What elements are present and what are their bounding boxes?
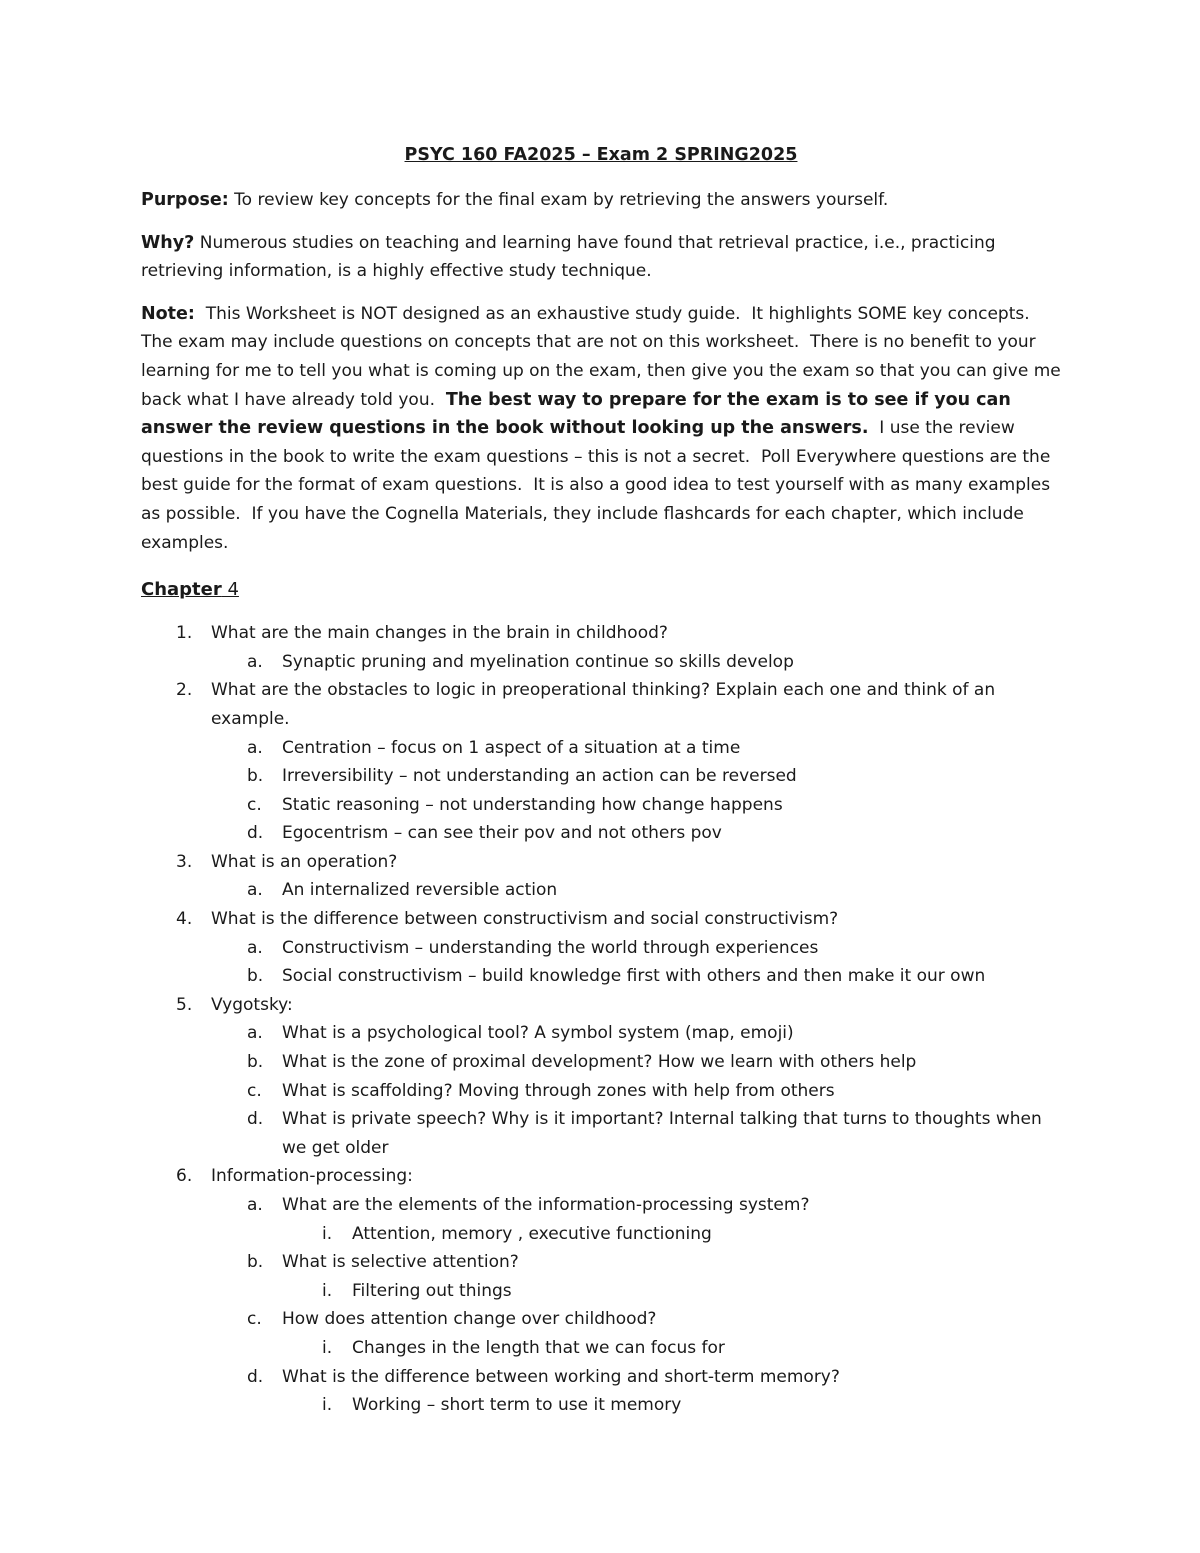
question-item	[141, 619, 1061, 676]
document-page	[141, 140, 1067, 1420]
answer-text: Centration – focus on 1 aspect of a situation at a time	[282, 737, 741, 758]
answer-text: Synaptic pruning and myelination continue so skills develop	[282, 651, 794, 672]
answer-letter: a.	[247, 1023, 263, 1044]
answer-item	[141, 819, 1061, 848]
answer-item	[141, 1019, 1061, 1048]
sub-question-item	[141, 1191, 1061, 1248]
chapter-word: Chapter	[141, 579, 222, 601]
answer-letter: c.	[247, 1080, 262, 1101]
answer-item	[141, 1077, 1061, 1106]
answer-item	[141, 791, 1061, 820]
answer-text: Changes in the length that we can focus for	[352, 1337, 725, 1358]
purpose-label: Purpose:	[141, 190, 229, 210]
answer-text: What is private speech? Why is it important? Internal talking that turns to thoughts when we get older	[282, 1109, 1042, 1158]
question-text: What is an operation?	[211, 851, 398, 872]
question-number: 1.	[176, 623, 193, 644]
answer-letter: b.	[247, 966, 264, 987]
answer-text: Attention, memory , executive functioning	[352, 1223, 712, 1244]
answer-numeral: i.	[322, 1337, 333, 1358]
answer-item	[141, 962, 1061, 991]
answer-numeral: i.	[322, 1280, 333, 1301]
purpose-text: To review key concepts for the final exam by retrieving the answers yourself.	[228, 190, 889, 210]
answer-text: What is the zone of proximal development? How we learn with others help	[282, 1052, 917, 1073]
question-list	[141, 619, 1061, 1420]
answer-letter: d.	[247, 1109, 264, 1130]
question-item	[141, 905, 1061, 991]
answer-item	[141, 876, 1061, 905]
answer-item	[141, 648, 1061, 677]
answer-item	[141, 1277, 1061, 1306]
chapter-number: 4	[221, 579, 239, 601]
sub-question-letter: b.	[247, 1252, 264, 1273]
sub-question-item	[141, 1363, 1061, 1420]
question-item	[141, 1162, 1061, 1419]
answer-letter: a.	[247, 651, 263, 672]
sub-question-letter: d.	[247, 1366, 264, 1387]
answer-text: Irreversibility – not understanding an action can be reversed	[282, 766, 797, 787]
answer-letter: a.	[247, 737, 263, 758]
answer-text: Working – short term to use it memory	[352, 1395, 682, 1416]
answer-letter: a.	[247, 880, 263, 901]
answer-item	[141, 762, 1061, 791]
note-paragraph	[141, 300, 1067, 557]
why-label: Why?	[141, 232, 195, 253]
why-paragraph	[141, 229, 1061, 286]
sub-question-text: What is the difference between working and short-term memory?	[282, 1366, 840, 1387]
question-item	[141, 676, 1061, 848]
answer-item	[141, 1048, 1061, 1077]
answer-item	[141, 1334, 1061, 1363]
answer-letter: d.	[247, 823, 264, 844]
note-label: Note:	[141, 303, 195, 324]
answer-text: Social constructivism – build knowledge first with others and then make it our own	[282, 966, 986, 987]
answer-numeral: i.	[322, 1223, 333, 1244]
question-item	[141, 991, 1061, 1163]
question-number: 5.	[176, 994, 193, 1015]
question-number: 6.	[176, 1166, 193, 1187]
note-text-2: I use the review questions in the book to write the exam questions – this is not a secret. Poll Everywhere questions are the best guide for the format of exam questions. It is also a good idea to test yourself with as many examples as possible. If you have the Cognella Materials, they include flashcards for each chapter, which include examples.	[141, 418, 1056, 553]
sub-question-letter: a.	[247, 1195, 263, 1215]
sub-question-item	[141, 1248, 1061, 1305]
question-text: What are the obstacles to logic in preoperational thinking? Explain each one and think of an example.	[211, 680, 996, 729]
question-text: Information-processing:	[211, 1166, 413, 1187]
answer-numeral: i.	[322, 1395, 333, 1416]
sub-question-text: What is selective attention?	[282, 1252, 519, 1273]
answer-text: Egocentrism – can see their pov and not others pov	[282, 823, 722, 844]
purpose-paragraph	[141, 186, 1061, 215]
answer-item	[141, 734, 1061, 763]
question-number: 3.	[176, 851, 193, 872]
answer-text: Static reasoning – not understanding how change happens	[282, 794, 783, 815]
answer-text: What is a psychological tool? A symbol system (map, emoji)	[282, 1023, 794, 1044]
question-item	[141, 848, 1061, 905]
question-text: What is the difference between constructivism and social constructivism?	[211, 909, 839, 930]
question-number: 4.	[176, 909, 193, 930]
answer-letter: b.	[247, 1052, 264, 1073]
sub-question-letter: c.	[247, 1309, 262, 1330]
sub-question-text: How does attention change over childhood?	[282, 1309, 657, 1330]
why-text: Numerous studies on teaching and learning have found that retrieval practice, i.e., practicing retrieving information, is a highly effective study technique.	[141, 232, 996, 282]
answer-text: Constructivism – understanding the world through experiences	[282, 937, 819, 958]
answer-letter: c.	[247, 794, 262, 815]
answer-item	[141, 1105, 1061, 1162]
answer-text: What is scaffolding? Moving through zones with help from others	[282, 1080, 835, 1101]
question-text: What are the main changes in the brain in childhood?	[211, 623, 668, 644]
page-title: PSYC 160 FA2025 – Exam 2 SPRING2025	[404, 145, 798, 165]
answer-text: An internalized reversible action	[282, 880, 558, 901]
sub-question-item	[141, 1305, 1061, 1362]
answer-text: Filtering out things	[352, 1280, 512, 1301]
sub-question-text: What are the elements of the information-processing system?	[282, 1195, 810, 1215]
chapter-heading	[141, 575, 1061, 605]
question-number: 2.	[176, 680, 193, 701]
answer-item	[141, 934, 1061, 963]
question-text: Vygotsky:	[211, 994, 293, 1015]
answer-letter: a.	[247, 937, 263, 958]
answer-item	[141, 1391, 1061, 1420]
note-text-1: This Worksheet is NOT designed as an exhaustive study guide. It highlights SOME key concepts. The exam may include questions on concepts that are not on this worksheet. There is no benefit to your learning for me to tell you what is coming up on the exam, then give you the exam so that you can give me back what I have already told you.	[141, 303, 1067, 410]
note-emphasis: The best way to prepare for the exam is to see if you can answer the review questions in the book without looking up the answers.	[141, 389, 1011, 439]
answer-item	[141, 1220, 1061, 1249]
answer-letter: b.	[247, 766, 264, 787]
